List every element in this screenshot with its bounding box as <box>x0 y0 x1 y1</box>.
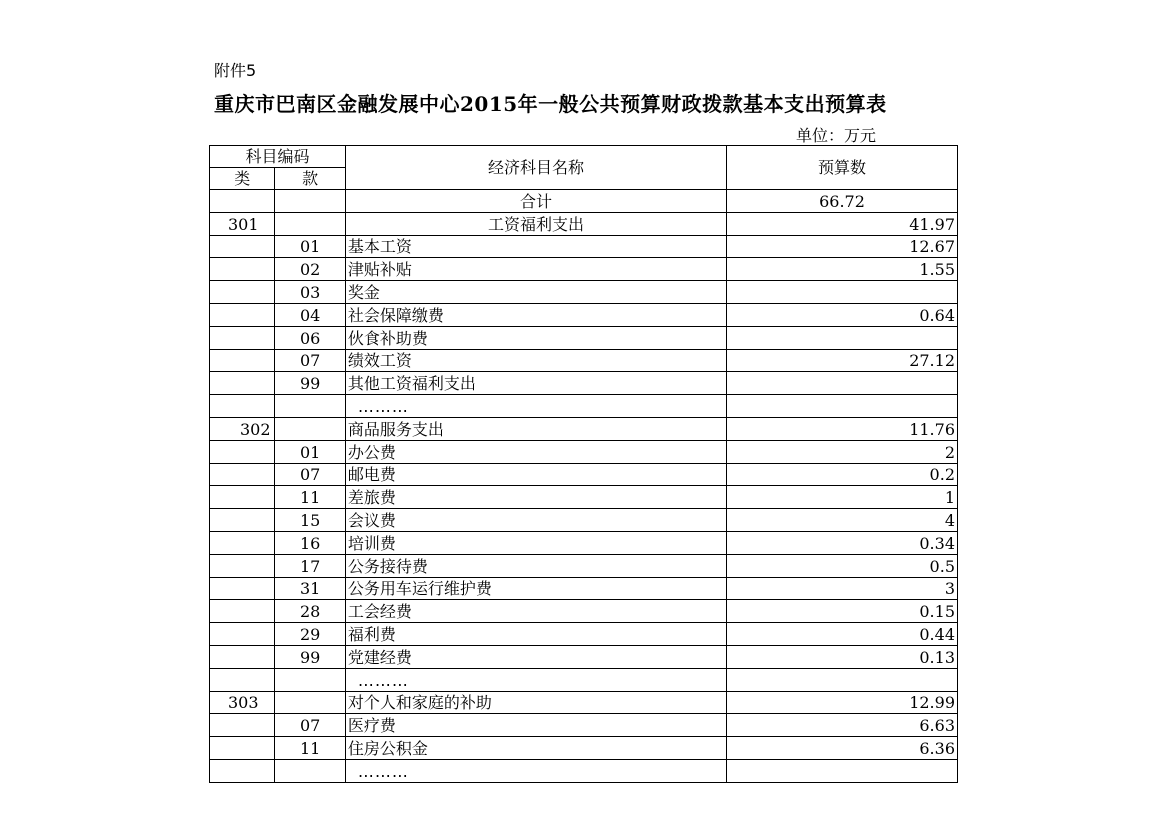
class-code <box>210 372 275 395</box>
class-code <box>210 258 275 281</box>
class-code <box>210 395 275 418</box>
class-code <box>210 281 275 304</box>
header-lei: 类 <box>210 168 275 190</box>
item-code: 07 <box>275 463 346 486</box>
table-row <box>210 235 958 258</box>
class-code <box>210 509 275 532</box>
economic-item-name: 会议费 <box>345 509 726 532</box>
economic-item-name: 公务接待费 <box>345 554 726 577</box>
economic-item-name: 差旅费 <box>345 486 726 509</box>
item-code: 04 <box>275 303 346 326</box>
budget-amount: 6.36 <box>727 737 958 760</box>
item-code: 99 <box>275 372 346 395</box>
budget-amount <box>727 759 958 782</box>
budget-amount <box>727 668 958 691</box>
item-code <box>275 691 346 714</box>
table-row <box>210 577 958 600</box>
attachment-label: 附件5 <box>214 61 257 80</box>
budget-amount <box>727 372 958 395</box>
budget-amount: 3 <box>727 577 958 600</box>
table-group-row <box>210 691 958 714</box>
table-row <box>210 281 958 304</box>
item-code: 01 <box>275 235 346 258</box>
table-row <box>210 623 958 646</box>
budget-amount: 12.99 <box>727 691 958 714</box>
item-code: 15 <box>275 509 346 532</box>
item-code: 07 <box>275 349 346 372</box>
item-code: 99 <box>275 645 346 668</box>
table-row <box>210 759 958 782</box>
economic-item-name: 基本工资 <box>345 235 726 258</box>
budget-amount: 12.67 <box>727 235 958 258</box>
economic-item-name: 工资福利支出 <box>345 212 726 235</box>
budget-amount: 11.76 <box>727 417 958 440</box>
table-row <box>210 303 958 326</box>
economic-item-name: 对个人和家庭的补助 <box>345 691 726 714</box>
header-amount: 预算数 <box>727 146 958 190</box>
item-code: 11 <box>275 486 346 509</box>
economic-item-name: 奖金 <box>345 281 726 304</box>
table-row <box>210 440 958 463</box>
class-code <box>210 463 275 486</box>
economic-item-name: 商品服务支出 <box>345 417 726 440</box>
class-code: 303 <box>210 691 275 714</box>
table-row <box>210 600 958 623</box>
economic-item-name: 医疗费 <box>345 714 726 737</box>
budget-amount: 0.44 <box>727 623 958 646</box>
economic-item-name: 工会经费 <box>345 600 726 623</box>
item-code: 06 <box>275 326 346 349</box>
table-group-row <box>210 212 958 235</box>
header-name: 经济科目名称 <box>345 146 726 190</box>
economic-item-name: 邮电费 <box>345 463 726 486</box>
class-code <box>210 623 275 646</box>
table-row <box>210 349 958 372</box>
table-row <box>210 486 958 509</box>
budget-amount: 0.5 <box>727 554 958 577</box>
item-code <box>275 759 346 782</box>
item-code: 02 <box>275 258 346 281</box>
economic-item-name: 福利费 <box>345 623 726 646</box>
budget-amount <box>727 395 958 418</box>
header-code-group: 科目编码 <box>210 146 346 168</box>
class-code <box>210 600 275 623</box>
budget-amount: 2 <box>727 440 958 463</box>
budget-amount <box>727 326 958 349</box>
ellipsis-placeholder: ……… <box>345 759 726 782</box>
budget-amount: 0.64 <box>727 303 958 326</box>
table-row <box>210 258 958 281</box>
class-code <box>210 326 275 349</box>
table-row <box>210 554 958 577</box>
header-row-1 <box>210 146 958 168</box>
class-code <box>210 714 275 737</box>
budget-table <box>209 145 958 783</box>
economic-item-name: 办公费 <box>345 440 726 463</box>
class-code <box>210 759 275 782</box>
class-code: 301 <box>210 212 275 235</box>
item-code: 03 <box>275 281 346 304</box>
budget-amount <box>727 281 958 304</box>
table-group-row <box>210 417 958 440</box>
header-kuan: 款 <box>275 168 346 190</box>
class-code <box>210 235 275 258</box>
class-code <box>210 577 275 600</box>
table-row <box>210 737 958 760</box>
economic-item-name: 党建经费 <box>345 645 726 668</box>
budget-amount: 1 <box>727 486 958 509</box>
economic-item-name: 绩效工资 <box>345 349 726 372</box>
unit-label: 单位：万元 <box>796 126 877 145</box>
class-code <box>210 486 275 509</box>
item-code: 07 <box>275 714 346 737</box>
total-label: 合计 <box>345 190 726 213</box>
ellipsis-placeholder: ……… <box>345 668 726 691</box>
item-code <box>275 417 346 440</box>
table-row <box>210 645 958 668</box>
budget-amount: 1.55 <box>727 258 958 281</box>
total-kuan-cell <box>275 190 346 213</box>
ellipsis-placeholder: ……… <box>345 395 726 418</box>
class-code <box>210 349 275 372</box>
budget-amount: 27.12 <box>727 349 958 372</box>
item-code: 11 <box>275 737 346 760</box>
class-code: 302 <box>210 417 275 440</box>
item-code <box>275 212 346 235</box>
class-code <box>210 303 275 326</box>
class-code <box>210 531 275 554</box>
total-amount: 66.72 <box>727 190 958 213</box>
item-code: 17 <box>275 554 346 577</box>
table-row <box>210 509 958 532</box>
item-code: 01 <box>275 440 346 463</box>
table-row <box>210 668 958 691</box>
economic-item-name: 伙食补助费 <box>345 326 726 349</box>
item-code: 28 <box>275 600 346 623</box>
economic-item-name: 津贴补贴 <box>345 258 726 281</box>
class-code <box>210 440 275 463</box>
economic-item-name: 其他工资福利支出 <box>345 372 726 395</box>
total-lei-cell <box>210 190 275 213</box>
table-row <box>210 395 958 418</box>
budget-amount: 41.97 <box>727 212 958 235</box>
budget-amount: 0.2 <box>727 463 958 486</box>
total-row <box>210 190 958 213</box>
class-code <box>210 645 275 668</box>
item-code: 16 <box>275 531 346 554</box>
budget-amount: 0.15 <box>727 600 958 623</box>
class-code <box>210 554 275 577</box>
table-row <box>210 326 958 349</box>
item-code: 31 <box>275 577 346 600</box>
item-code <box>275 668 346 691</box>
economic-item-name: 培训费 <box>345 531 726 554</box>
class-code <box>210 668 275 691</box>
economic-item-name: 公务用车运行维护费 <box>345 577 726 600</box>
economic-item-name: 住房公积金 <box>345 737 726 760</box>
economic-item-name: 社会保障缴费 <box>345 303 726 326</box>
budget-amount: 4 <box>727 509 958 532</box>
budget-amount: 0.13 <box>727 645 958 668</box>
table-row <box>210 531 958 554</box>
page-title: 重庆市巴南区金融发展中心2015年一般公共预算财政拨款基本支出预算表 <box>214 92 887 116</box>
item-code: 29 <box>275 623 346 646</box>
budget-amount: 6.63 <box>727 714 958 737</box>
item-code <box>275 395 346 418</box>
table-row <box>210 463 958 486</box>
class-code <box>210 737 275 760</box>
table-row <box>210 372 958 395</box>
table-row <box>210 714 958 737</box>
budget-amount: 0.34 <box>727 531 958 554</box>
